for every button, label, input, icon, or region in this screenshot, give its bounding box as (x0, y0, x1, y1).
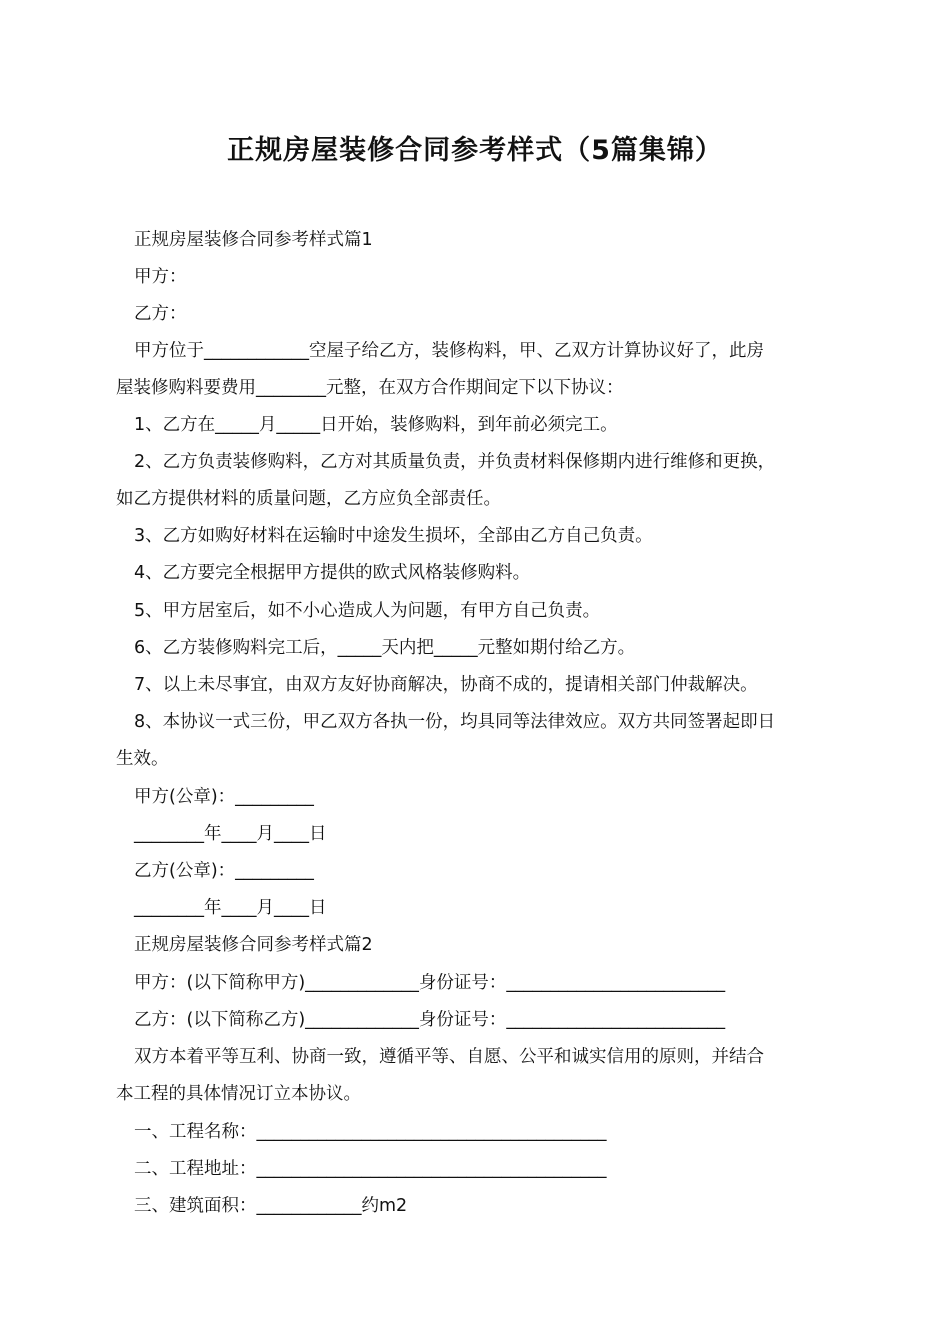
paragraph-line: 5、甲方居室后，如不小心造成人为问题，有甲方自己负责。 (134, 601, 601, 621)
paragraph-line: 一、工程名称：________________________________________ (134, 1122, 607, 1142)
section-heading: 正规房屋装修合同参考样式篇2 (134, 935, 373, 955)
paragraph-line: 本工程的具体情况订立本协议。 (116, 1084, 361, 1104)
paragraph-line: 双方本着平等互利、协商一致，遵循平等、自愿、公平和诚实信用的原则，并结合 (134, 1047, 764, 1067)
paragraph-line: 4、乙方要完全根据甲方提供的欧式风格装修购料。 (134, 563, 531, 583)
paragraph-line: 2、乙方负责装修购料，乙方对其质量负责，并负责材料保修期内进行维修和更换， (134, 452, 776, 472)
paragraph-line: 3、乙方如购好材料在运输时中途发生损坏，全部由乙方自己负责。 (134, 526, 653, 546)
paragraph-line: 甲方位于____________空屋子给乙方，装修构料，甲、乙双方计算协议好了，此房 (134, 341, 764, 361)
paragraph-line: 生效。 (116, 749, 169, 769)
paragraph-line: 甲方： (134, 267, 187, 287)
paragraph-line: 三、建筑面积：____________约m2 (134, 1196, 408, 1216)
paragraph-line: 6、乙方装修购料完工后，_____天内把_____元整如期付给乙方。 (134, 638, 636, 658)
paragraph-line: 屋装修购料要费用________元整，在双方合作期间定下以下协议： (116, 378, 624, 398)
section-heading: 正规房屋装修合同参考样式篇1 (134, 230, 373, 250)
paragraph-line: 甲方：(以下简称甲方)_____________身份证号：_________________________ (134, 973, 726, 993)
signature-line: 乙方(公章)：_________ (134, 861, 314, 881)
date-line: ________年____月____日 (134, 824, 327, 844)
paragraph-line: 乙方： (134, 304, 187, 324)
paragraph-line: 如乙方提供材料的质量问题，乙方应负全部责任。 (116, 489, 501, 509)
signature-line: 甲方(公章)：_________ (134, 787, 314, 807)
paragraph-line: 1、乙方在_____月_____日开始，装修购料，到年前必须完工。 (134, 415, 618, 435)
document-title: 正规房屋装修合同参考样式（5篇集锦） (227, 135, 723, 166)
paragraph-line: 二、工程地址：________________________________________ (134, 1159, 607, 1179)
paragraph-line: 8、本协议一式三份，甲乙双方各执一份，均具同等法律效应。双方共同签署起即日 (134, 712, 776, 732)
paragraph-line: 乙方：(以下简称乙方)_____________身份证号：_________________________ (134, 1010, 726, 1030)
paragraph-line: 7、以上未尽事宜，由双方友好协商解决，协商不成的，提请相关部门仲裁解决。 (134, 675, 758, 695)
date-line: ________年____月____日 (134, 898, 327, 918)
